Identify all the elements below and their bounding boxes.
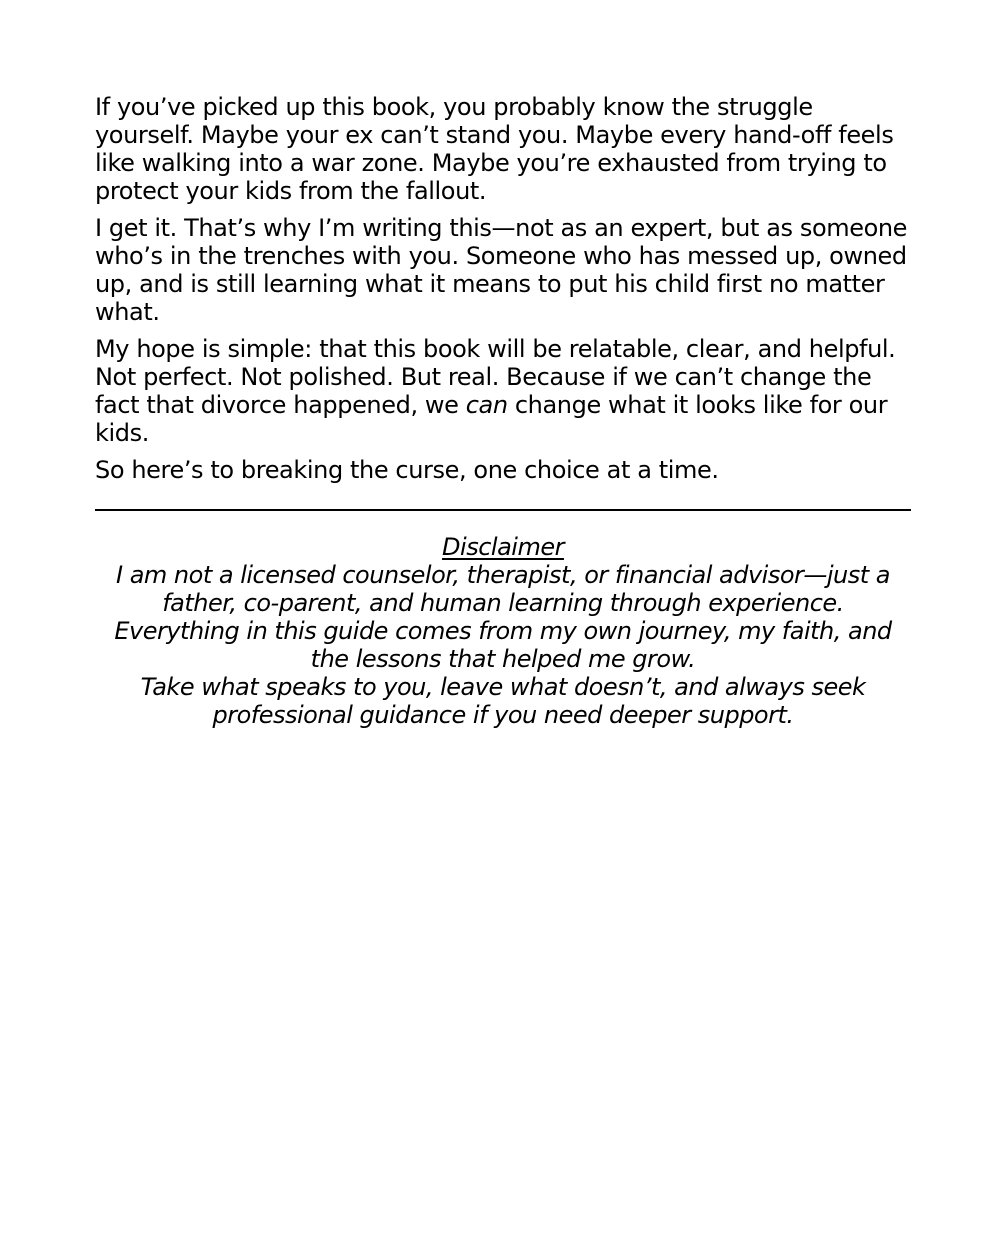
intro-paragraph-3-before: My hope is simple: that this book will be relatable, clear, and helpful. Not perfect. Not polished. But real. Because if we can’t change the fact that divorce happened, we xyxy=(95,335,896,419)
intro-paragraph-4: So here’s to breaking the curse, one choice at a time. xyxy=(95,456,719,484)
intro-paragraph-3 xyxy=(95,335,911,447)
disclaimer-line-1: I am not a licensed counselor, therapist, or financial advisor—just a father, co-parent, and human learning through experience. xyxy=(116,561,890,617)
disclaimer-line-2: Everything in this guide comes from my own journey, my faith, and the lessons that helped me grow. xyxy=(114,617,892,673)
intro-paragraph-3-emphasis: can xyxy=(465,391,508,419)
intro-paragraph-1: If you’ve picked up this book, you probably know the struggle yourself. Maybe your ex can’t stand you. Maybe every hand-off feels like walking into a war zone. Maybe you’re exhausted from trying to protect your kids from the fallout. xyxy=(95,93,894,205)
intro-paragraph-2: I get it. That’s why I’m writing this—not as an expert, but as someone who’s in the trenches with you. Someone who has messed up, owned up, and is still learning what it means to put his child first no matter what. xyxy=(95,214,908,326)
intro-paragraph-3-after: change what it looks like for our kids. xyxy=(95,391,888,447)
section-divider xyxy=(95,509,911,511)
document-page xyxy=(95,93,911,729)
disclaimer-title: Disclaimer xyxy=(442,533,564,561)
disclaimer-block xyxy=(95,533,911,729)
disclaimer-line-3: Take what speaks to you, leave what doesn’t, and always seek professional guidance if you need deeper support. xyxy=(140,673,866,729)
